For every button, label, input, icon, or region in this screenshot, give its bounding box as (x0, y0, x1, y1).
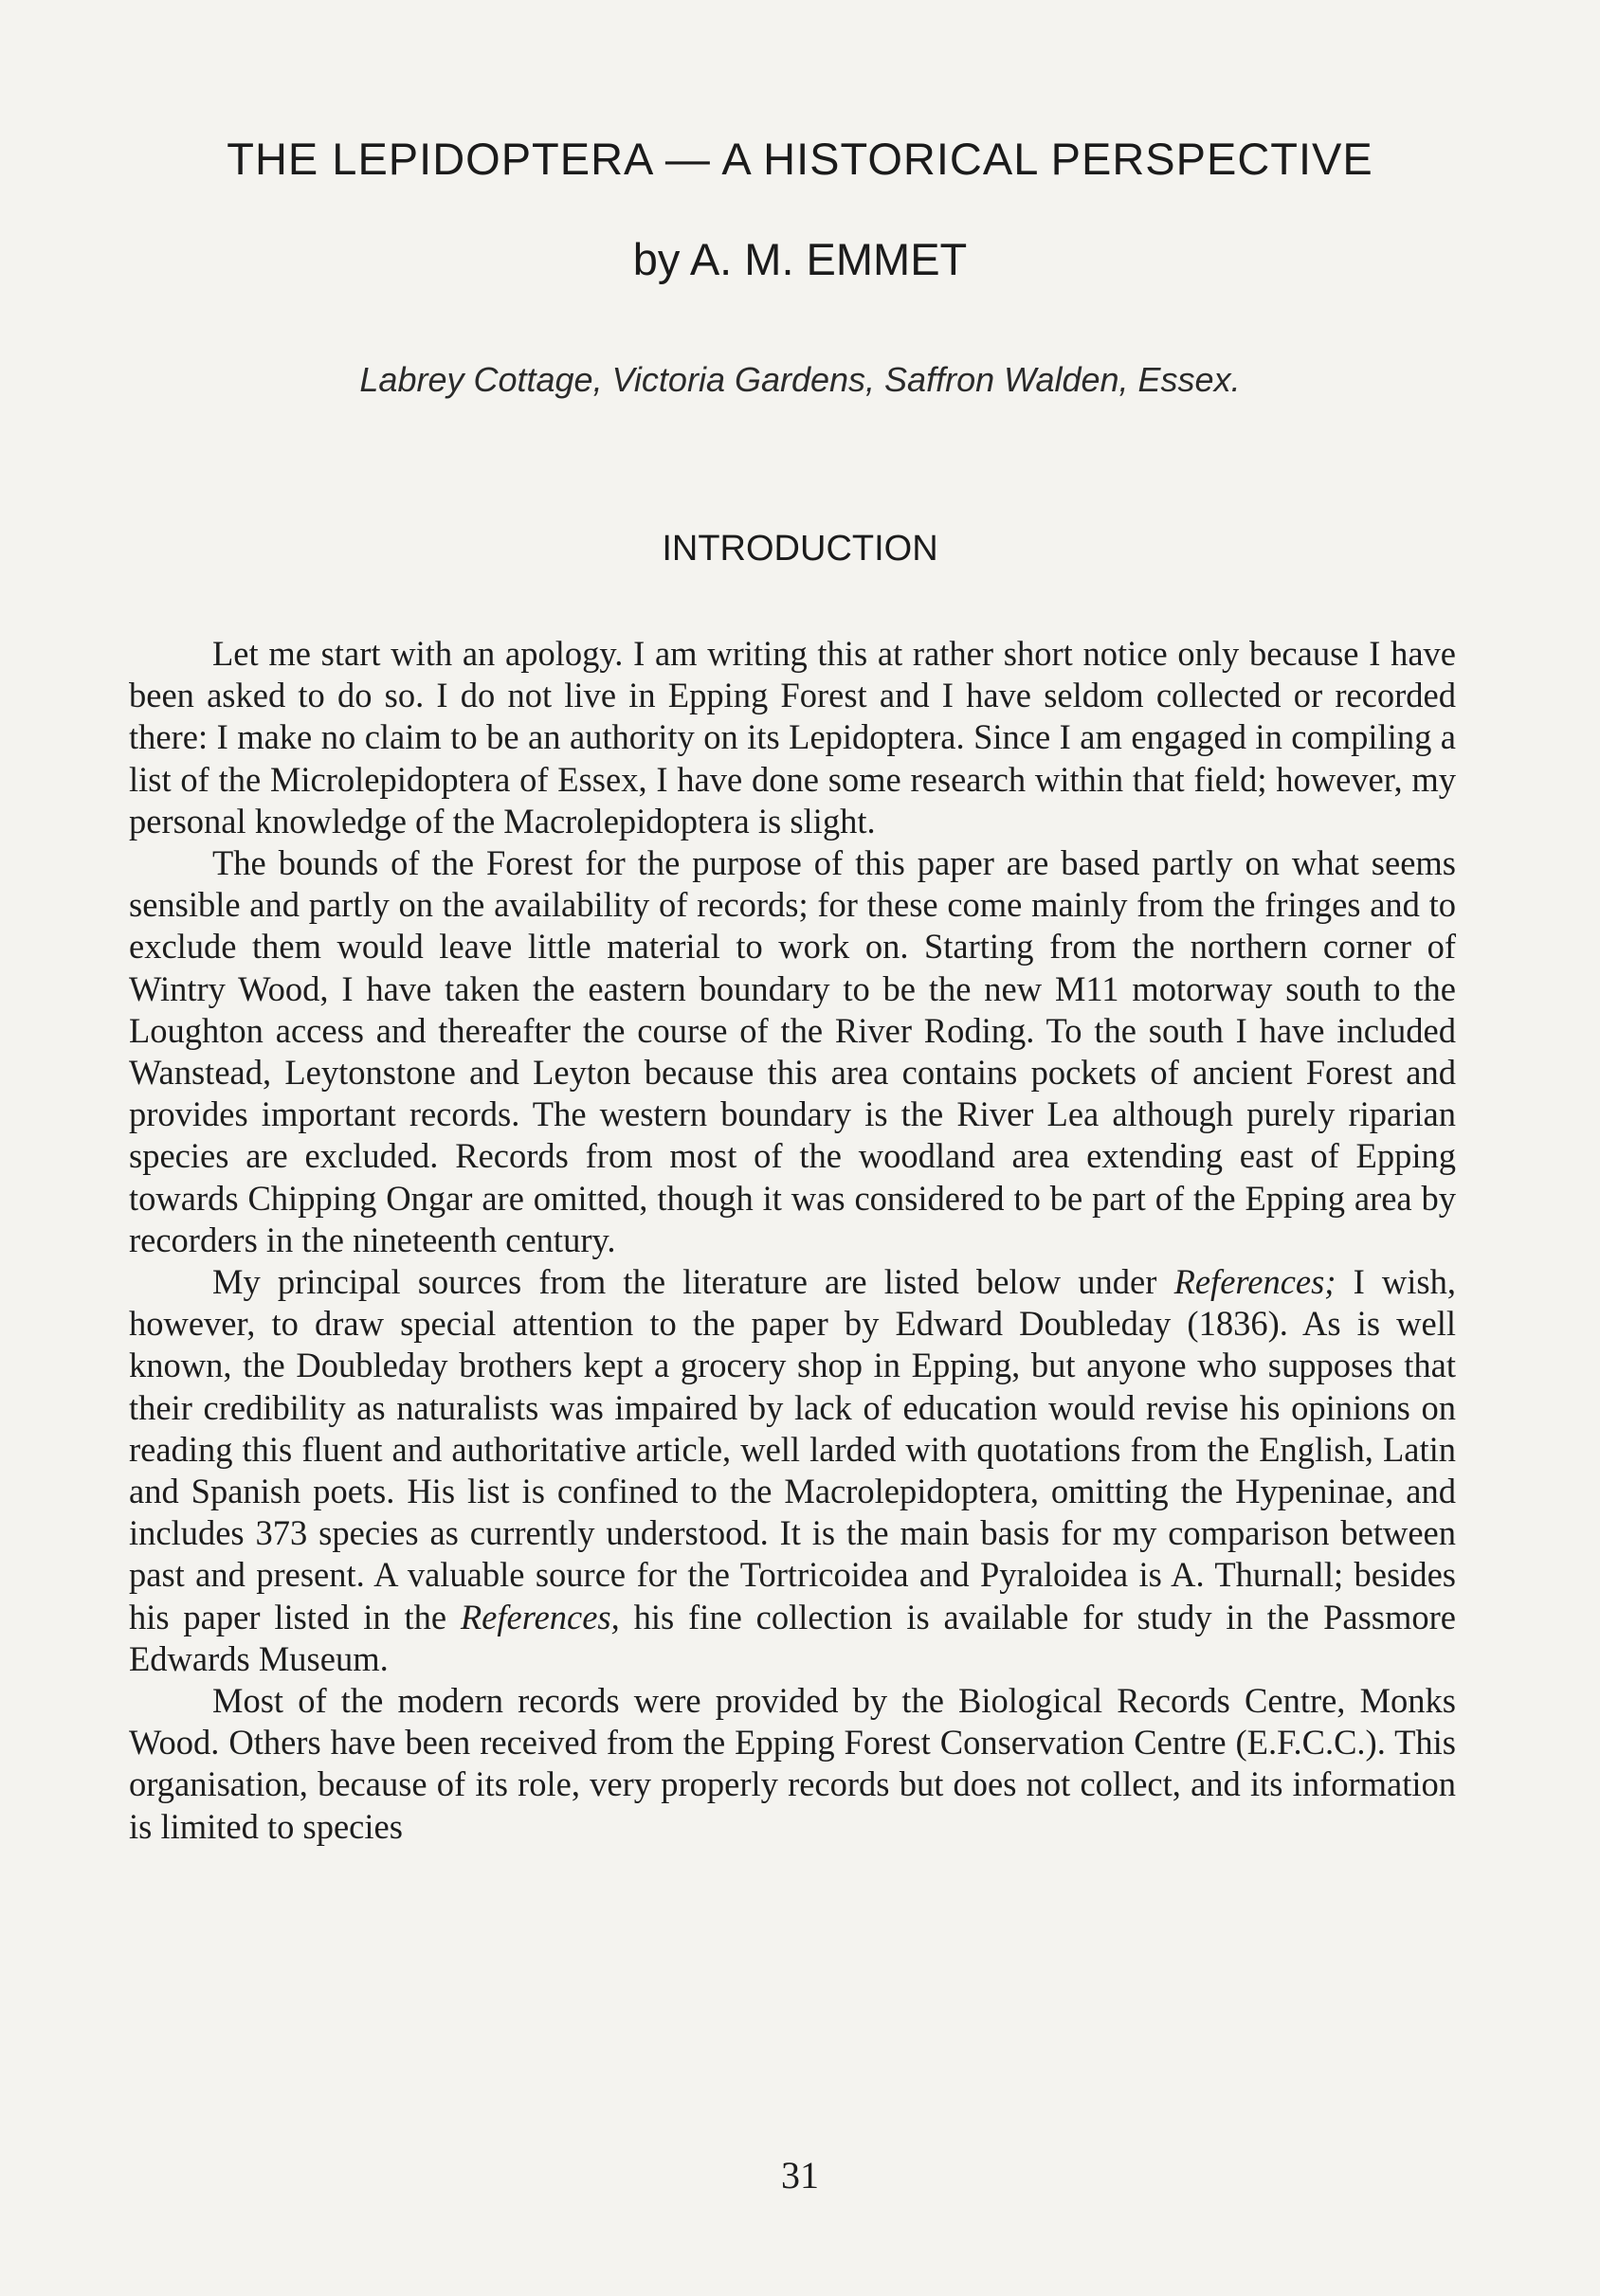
author-address: Labrey Cottage, Victoria Gardens, Saffron Walden, Essex. (359, 360, 1241, 399)
paragraph-3-text: My principal sources from the literature are listed below under (212, 1262, 1174, 1302)
paragraph-3-text: his fine collection is available for study in the Passmore Edwards Museum. (129, 1597, 1456, 1678)
paragraph-1: Let me start with an apology. I am writing this at rather short notice only because I have been asked to do so. I do not live in Epping Forest and I have seldom collected or recorded there: I make no claim to be an authority on its Lepidoptera. Since I am engaged in compiling a list of the Microlepidoptera of Essex, I have done some research within that field; however, my personal knowledge of the Macrolepidoptera is slight. (129, 634, 1456, 841)
section-heading: INTRODUCTION (662, 529, 938, 569)
paragraph-3 (129, 1261, 1456, 1680)
body-text (129, 633, 1456, 1848)
paragraph-2: The bounds of the Forest for the purpose of this paper are based partly on what seems sensible and partly on the availability of records; for these come mainly from the fringes and to exclude them would leave little material to work on. Starting from the northern corner of Wintry Wood, I have taken the eastern boundary to be the new M11 motorway south to the Loughton access and thereafter the course of the River Roding. To the south I have included Wanstead, Leytonstone and Leyton because this area contains pockets of ancient Forest and provides important records. The western boundary is the River Lea although purely riparian species are excluded. Records from most of the woodland area extending east of Epping towards Chipping Ongar are omitted, though it was considered to be part of the Epping area by recorders in the nineteenth century. (129, 843, 1456, 1259)
paragraph-4: Most of the modern records were provided by the Biological Records Centre, Monks Wood. Others have been received from the Epping Forest Conservation Centre (E.F.C.C.). This organisation, because of its role, very properly records but does not collect, and its information is limited to species (129, 1681, 1456, 1846)
article-author: by A. M. EMMET (632, 234, 968, 284)
references-italic: References, (460, 1597, 620, 1636)
page-number: 31 (781, 2154, 819, 2197)
references-italic: References; (1173, 1262, 1336, 1302)
paragraph-3-text: I wish, however, to draw special attention to the paper by Edward Doubleday (1836). As is well known, the Doubleday brothers kept a grocery shop in Epping, but anyone who supposes that their credibility as naturalists was impaired by lack of education would revise his opinions on reading this fluent and authoritative article, well larded with quotations from the English, Latin and Spanish poets. His list is confined to the Macrolepidoptera, omitting the Hypeninae, and includes 373 species as currently understood. It is the main basis for my comparison between past and present. A valuable source for the Tortricoidea and Pyraloidea is A. Thurnall; besides his paper listed in the (129, 1262, 1456, 1636)
article-title: THE LEPIDOPTERA — A HISTORICAL PERSPECTIVE (227, 134, 1373, 184)
